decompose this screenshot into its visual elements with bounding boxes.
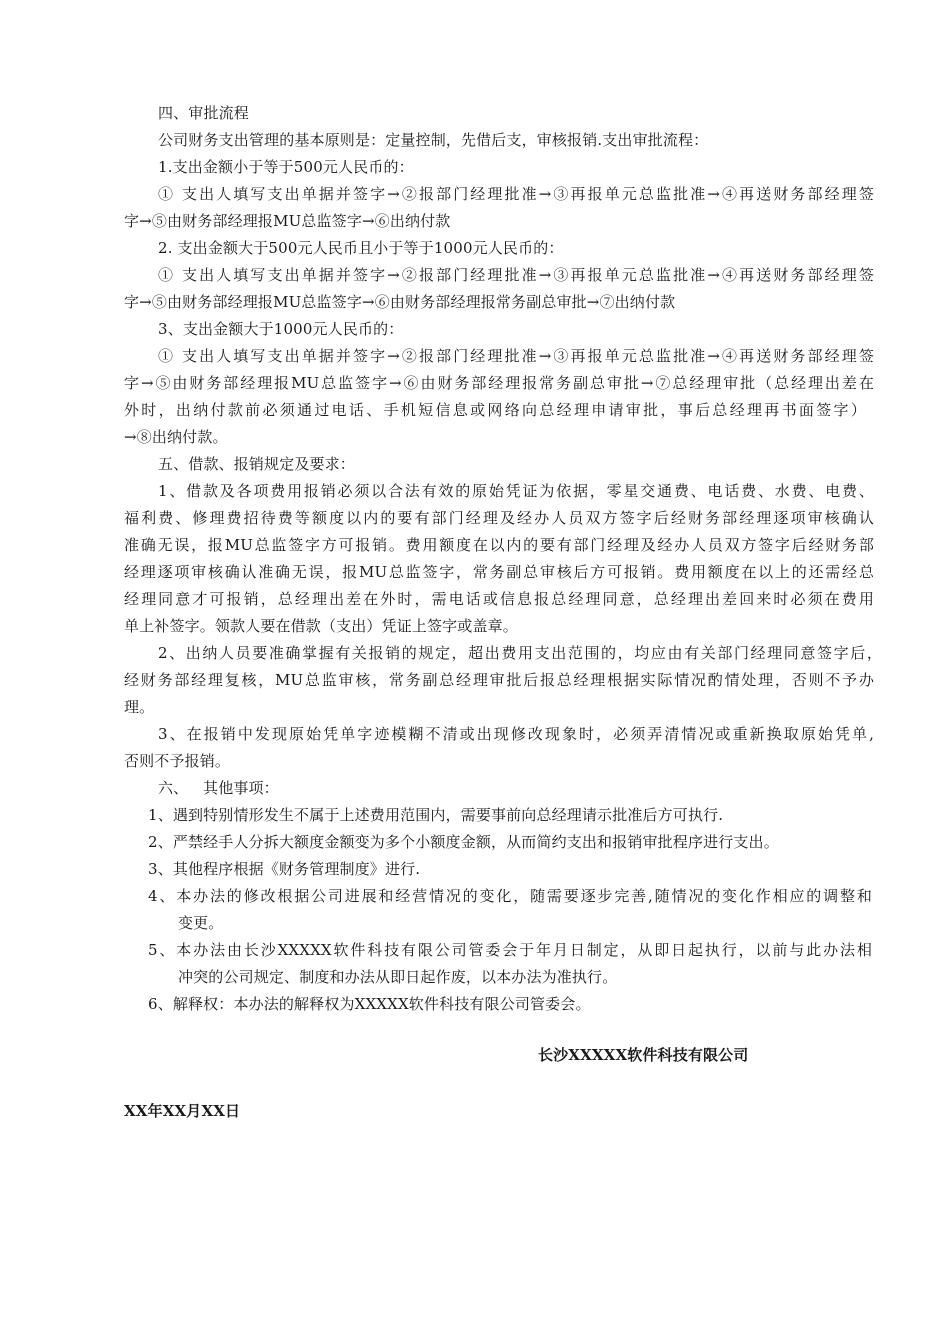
other-item-4-line2: 变更。	[178, 914, 224, 932]
rule1-line2: 福利费、修理费招待费等额度以内的要有部门经理及经办人员双方签字后经财务部经理逐项审核确认	[124, 509, 874, 527]
other-item-1: 1、遇到特别情形发生不属于上述费用范围内，需要事前向总经理请示批准后方可执行.	[148, 806, 724, 824]
case2-line1: ① 支出人填写支出单据并签字→②报部门经理批准→③再报单元总监批准→④再送财务部经理签	[158, 266, 874, 284]
other-item-6: 6、解释权：本办法的解释权为XXXXX软件科技有限公司管委会。	[148, 995, 591, 1013]
case1-title: 1.支出金额小于等于500元人民币的：	[158, 158, 414, 176]
rule2-line1: 2、出纳人员要准确掌握有关报销的规定，超出费用支出范围的，均应由有关部门经理同意签字后，	[158, 644, 882, 662]
other-item-3: 3、其他程序根据《财务管理制度》进行.	[148, 860, 421, 878]
section4-intro: 公司财务支出管理的基本原则是：定量控制，先借后支，审核报销.支出审批流程：	[158, 131, 709, 149]
rule1-line3: 准确无误，报MU总监签字方可报销。费用额度在以内的要有部门经理及经办人员双方签字后经财务部	[124, 536, 874, 554]
case3-line2: 字→⑤由财务部经理报MU总监签字→⑥由财务部经理报常务副总审批→⑦总经理审批（总经理出差在	[124, 374, 874, 392]
rule1-line6: 单上补签字。领款人要在借款（支出）凭证上签字或盖章。	[124, 617, 518, 635]
rule1-line4: 经理逐项审核确认准确无误，报MU总监签字，常务副总审核后方可报销。费用额度在以上的还需经总	[124, 563, 874, 581]
case1-line2: 字→⑤由财务部经理报MU总监签字→⑥出纳付款	[124, 212, 451, 230]
section5-heading: 五、借款、报销规定及要求：	[158, 455, 355, 473]
rule1-line5: 经理同意才可报销，总经理出差在外时，需电话或信息报总经理同意，总经理出差回来时必须在费用	[124, 590, 874, 608]
case1-line1: ① 支出人填写支出单据并签字→②报部门经理批准→③再报单元总监批准→④再送财务部经理签	[158, 185, 874, 203]
other-item-5-line1: 5、本办法由长沙XXXXX软件科技有限公司管委会于年月日制定，从即日起执行，以前与此办法相	[148, 941, 872, 959]
section4-heading: 四、审批流程	[158, 104, 249, 122]
case3-title: 3、支出金额大于1000元人民币的：	[158, 320, 404, 338]
rule3-line1: 3、在报销中发现原始凭单字迹模糊不清或出现修改现象时，必须弄清情况或重新换取原始凭单,	[158, 725, 874, 743]
section6-heading: 六、 其他事项：	[158, 779, 279, 797]
document-date: XX年XX月XX日	[124, 1102, 241, 1120]
company-signature: 长沙XXXXX软件科技有限公司	[538, 1046, 749, 1064]
rule2-line3: 理。	[124, 698, 155, 716]
other-item-4-line1: 4、本办法的修改根据公司进展和经营情况的变化，随需要逐步完善,随情况的变化作相应的调整和	[148, 887, 872, 905]
case3-line3: 外时，出纳付款前必须通过电话、手机短信息或网络向总经理申请审批，事后总经理再书面签字）	[124, 401, 866, 419]
case3-line4: →⑧出纳付款。	[124, 428, 228, 446]
other-item-2: 2、严禁经手人分拆大额度金额变为多个小额度金额，从而简约支出和报销审批程序进行支出。	[148, 833, 779, 851]
other-item-5-line2: 冲突的公司规定、制度和办法从即日起作废，以本办法为准执行。	[178, 968, 618, 986]
case2-line2: 字→⑤由财务部经理报MU总监签字→⑥由财务部经理报常务副总审批→⑦出纳付款	[124, 293, 676, 311]
rule3-line2: 否则不予报销。	[124, 752, 231, 770]
rule1-line1: 1、借款及各项费用报销必须以合法有效的原始凭证为依据，零星交通费、电话费、水费、电费、	[158, 482, 874, 500]
case3-line1: ① 支出人填写支出单据并签字→②报部门经理批准→③再报单元总监批准→④再送财务部经理签	[158, 347, 874, 365]
rule2-line2: 经财务部经理复核，MU总监审核，常务副总经理审批后报总经理根据实际情况酌情处理，否则不予办	[124, 671, 874, 689]
case2-title: 2. 支出金额大于500元人民币且小于等于1000元人民币的：	[158, 239, 564, 257]
